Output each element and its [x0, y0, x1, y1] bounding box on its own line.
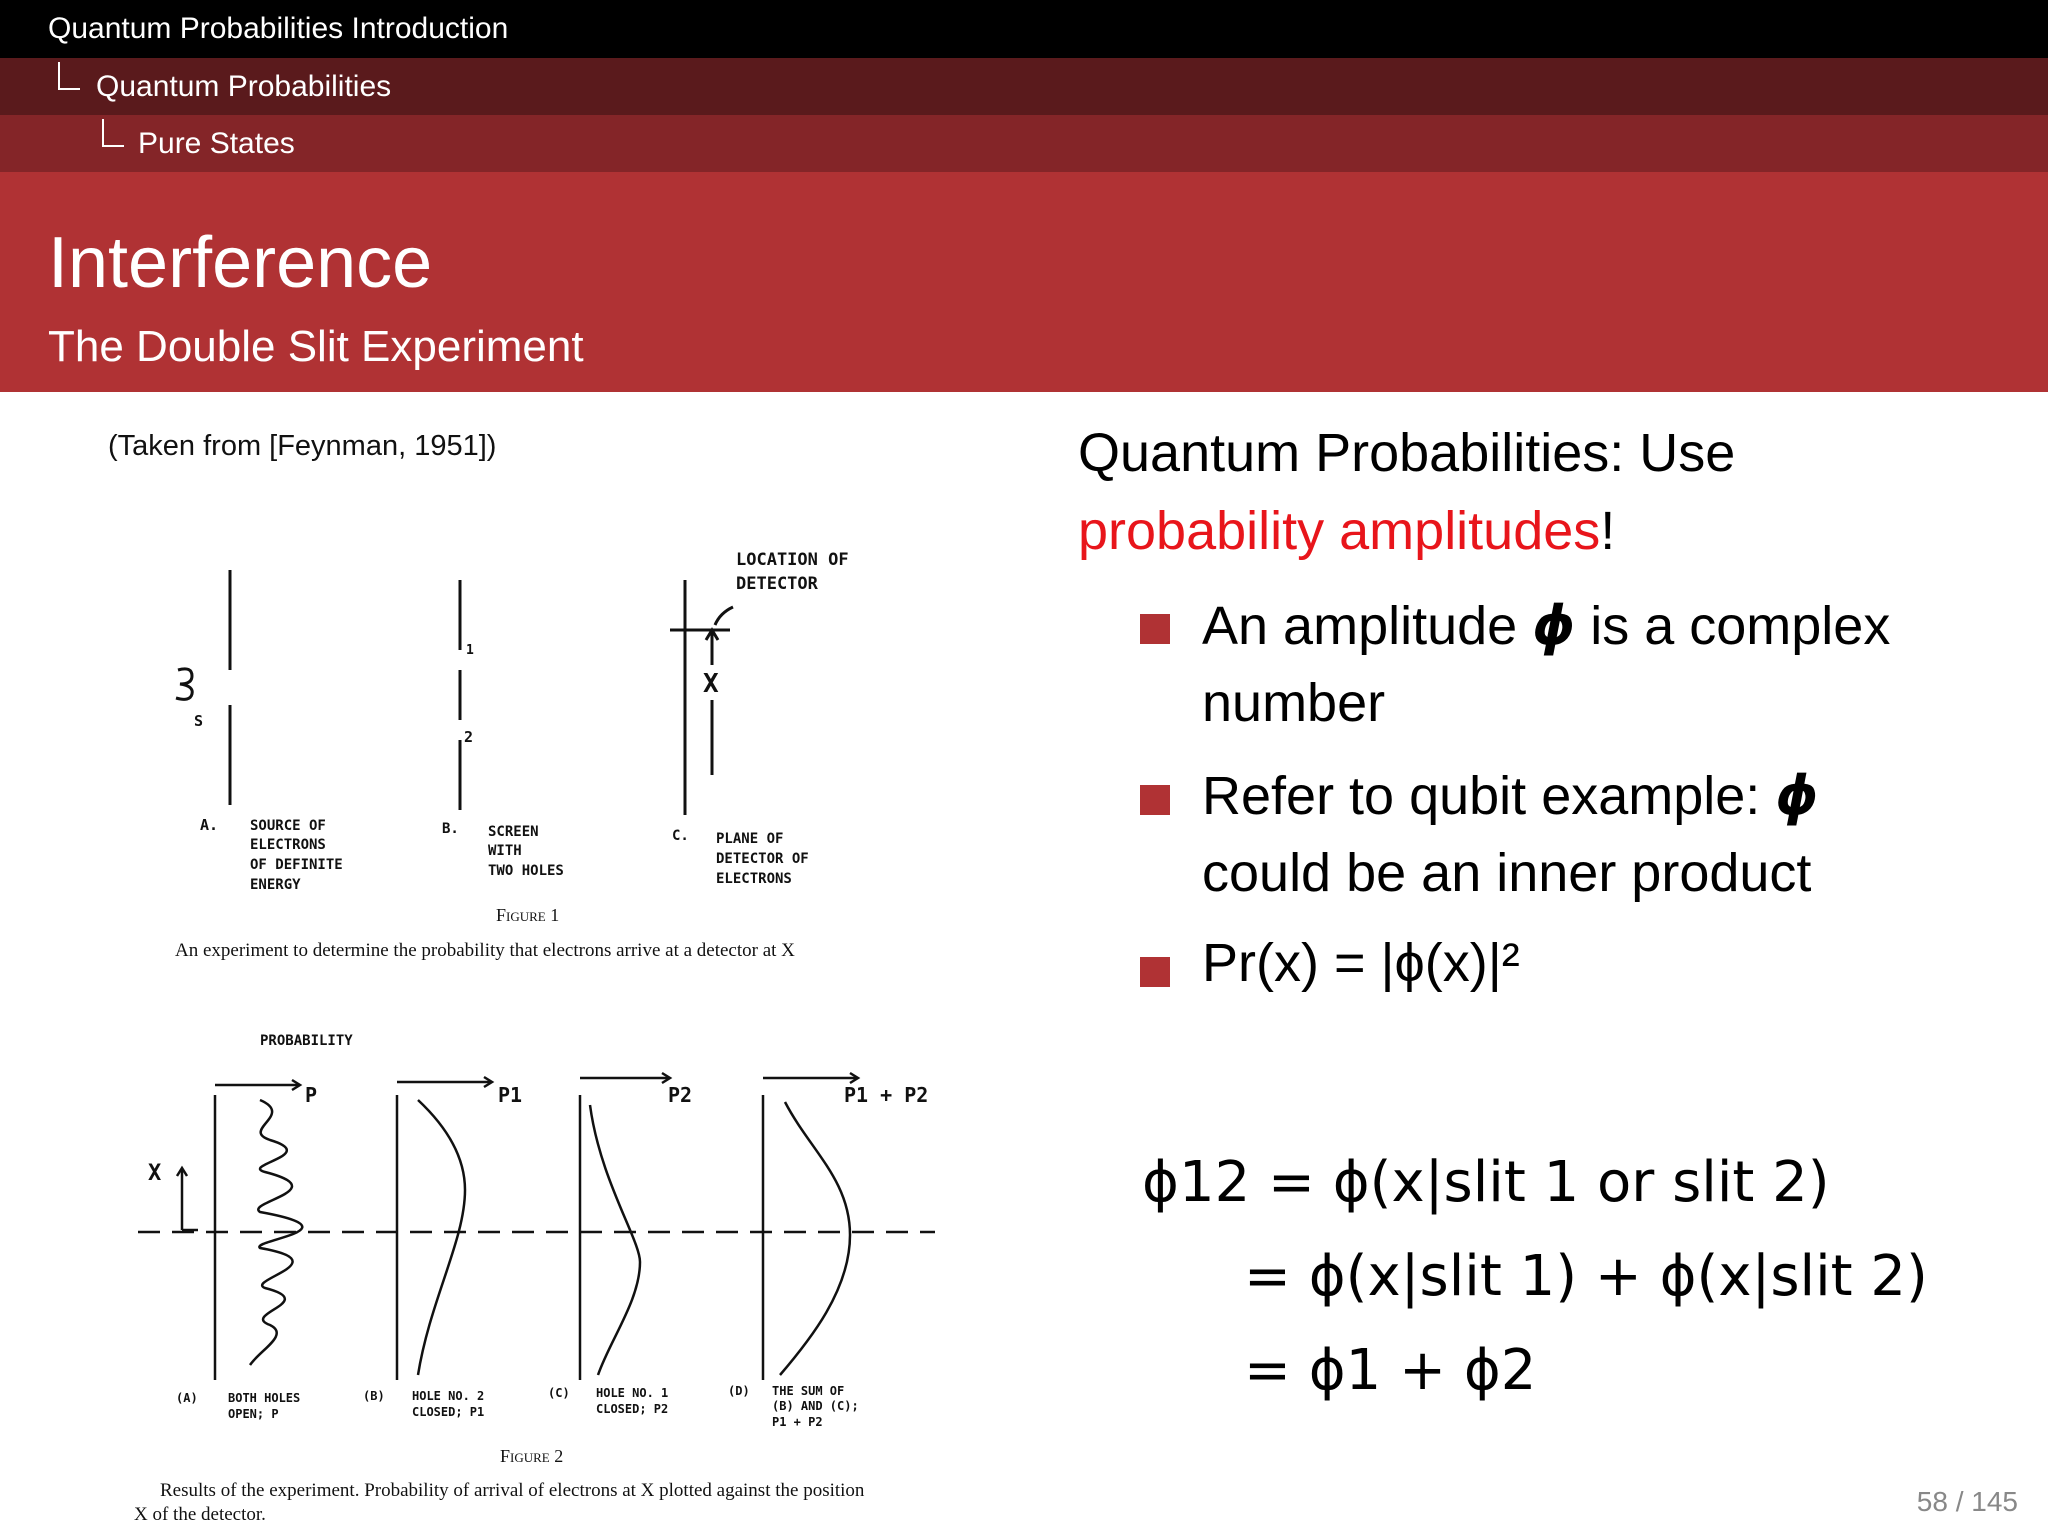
fig2-b-line1: HOLE NO. 2 [412, 1389, 485, 1403]
fig1-a-line1: SOURCE OF [250, 818, 326, 834]
fig2-label: Figure 2 [500, 1446, 564, 1466]
fig2-d-tag: (D) [728, 1384, 750, 1398]
double-slit-figure [120, 540, 960, 1530]
bullet-2-line-2: could be an inner product [1202, 843, 1812, 903]
content-heading-line-2 [1078, 500, 1615, 562]
slide-title: Interference [48, 223, 433, 303]
equation-line-1: ϕ12 = ϕ(x|slit 1 or slit 2) [1142, 1150, 1830, 1215]
slide-subtitle: The Double Slit Experiment [48, 322, 584, 371]
fig1-c-line3: ELECTRONS [716, 871, 792, 887]
breadcrumb-level-3-label: Pure States [138, 127, 295, 160]
bullet-square-icon [1140, 957, 1170, 987]
bullet-2-line-1 [1202, 764, 1818, 827]
bullet-1-phi: ϕ [1532, 594, 1576, 657]
tree-connector-icon [102, 119, 124, 147]
page-number: 58 / 145 [1916, 1486, 2018, 1517]
bullet-1-line-1 [1202, 594, 1890, 657]
breadcrumb-level-2[interactable] [0, 58, 2048, 115]
breadcrumb-level-3[interactable] [0, 115, 2048, 172]
fig1-source-label: S [194, 712, 204, 730]
bullet-square-icon [1140, 785, 1170, 815]
equation-line-2: = ϕ(x|slit 1) + ϕ(x|slit 2) [1244, 1244, 1928, 1309]
fig1-location-label-2: DETECTOR [736, 574, 818, 594]
fig1-panel-c: C. [672, 828, 689, 844]
figure-credit: (Taken from [Feynman, 1951]) [108, 430, 497, 462]
tree-connector-icon [58, 62, 80, 90]
fig2-c-tag: (C) [548, 1386, 570, 1400]
fig2-p-label: P [305, 1083, 318, 1107]
fig1-a-line2: ELECTRONS [250, 837, 326, 853]
fig2-caption-2: X of the detector. [134, 1504, 266, 1525]
bullet-1-line-2: number [1202, 673, 1386, 733]
fig2-a-line2: OPEN; P [228, 1407, 279, 1421]
fig2-p1-label: P1 [498, 1083, 523, 1107]
fig1-a-line4: ENERGY [250, 877, 301, 893]
fig2-b-tag: (B) [363, 1389, 385, 1403]
bullet-2-phi: ϕ [1775, 764, 1819, 827]
fig1-caption: An experiment to determine the probability that electrons arrive at a detector at X [175, 940, 795, 961]
fig1-location-label-1: LOCATION OF [736, 550, 849, 570]
equation-line-3: = ϕ1 + ϕ2 [1244, 1338, 1537, 1403]
fig2-p1p2-label: P1 + P2 [844, 1083, 929, 1107]
fig1-b-line2: WITH [488, 843, 522, 859]
fig2-c-line1: HOLE NO. 1 [596, 1386, 669, 1400]
page-current: 58 [1916, 1486, 1948, 1517]
fig1-detector-x: X [703, 669, 719, 699]
fig2-c-line2: CLOSED; P2 [596, 1402, 669, 1416]
highlight-probability-amplitudes: probability amplitudes [1078, 501, 1601, 561]
content-heading-line-1: Quantum Probabilities: Use [1078, 423, 1736, 483]
fig2-x-axis-label: X [148, 1161, 162, 1186]
fig1-hole1-label: 1 [466, 643, 474, 658]
breadcrumb-level-1-label: Quantum Probabilities Introduction [48, 12, 509, 45]
fig2-b-line2: CLOSED; P1 [412, 1405, 485, 1419]
fig2-d-line3: P1 + P2 [772, 1415, 823, 1429]
bullet-1-text-b: is a complex [1575, 596, 1891, 656]
bullet-1-text-a: An amplitude [1202, 596, 1533, 656]
fig1-b-line1: SCREEN [488, 824, 539, 840]
breadcrumb-level-2-label: Quantum Probabilities [96, 70, 392, 103]
fig2-p2-label: P2 [668, 1083, 693, 1107]
page-total: 145 [1971, 1486, 2018, 1517]
heading-punctuation: ! [1600, 501, 1616, 561]
fig1-b-line3: TWO HOLES [488, 863, 564, 879]
fig2-a-line1: BOTH HOLES [228, 1391, 301, 1405]
fig2-d-line2: (B) AND (C); [772, 1399, 859, 1413]
bullet-3-formula: Pr(x) = |ϕ(x)|² [1202, 933, 1520, 993]
bullet-2-text-a: Refer to qubit example: [1202, 766, 1776, 826]
fig1-c-line1: PLANE OF [716, 831, 784, 847]
breadcrumb-level-1[interactable] [0, 0, 2048, 58]
bullet-square-icon [1140, 614, 1170, 644]
fig2-a-tag: (A) [176, 1391, 198, 1405]
fig2-probability-label: PROBABILITY [260, 1033, 353, 1049]
slide-title-block [0, 172, 2048, 392]
fig1-c-line2: DETECTOR OF [716, 851, 809, 867]
fig1-a-line3: OF DEFINITE [250, 857, 343, 873]
fig2-d-line1: THE SUM OF [772, 1384, 845, 1398]
fig1-panel-b: B. [442, 821, 459, 837]
fig2-caption-1: Results of the experiment. Probability of arrival of electrons at X plotted against the position [160, 1480, 865, 1501]
fig1-hole2-label: 2 [464, 728, 474, 746]
fig1-label: Figure 1 [496, 905, 560, 925]
fig1-panel-a: A. [200, 816, 219, 834]
